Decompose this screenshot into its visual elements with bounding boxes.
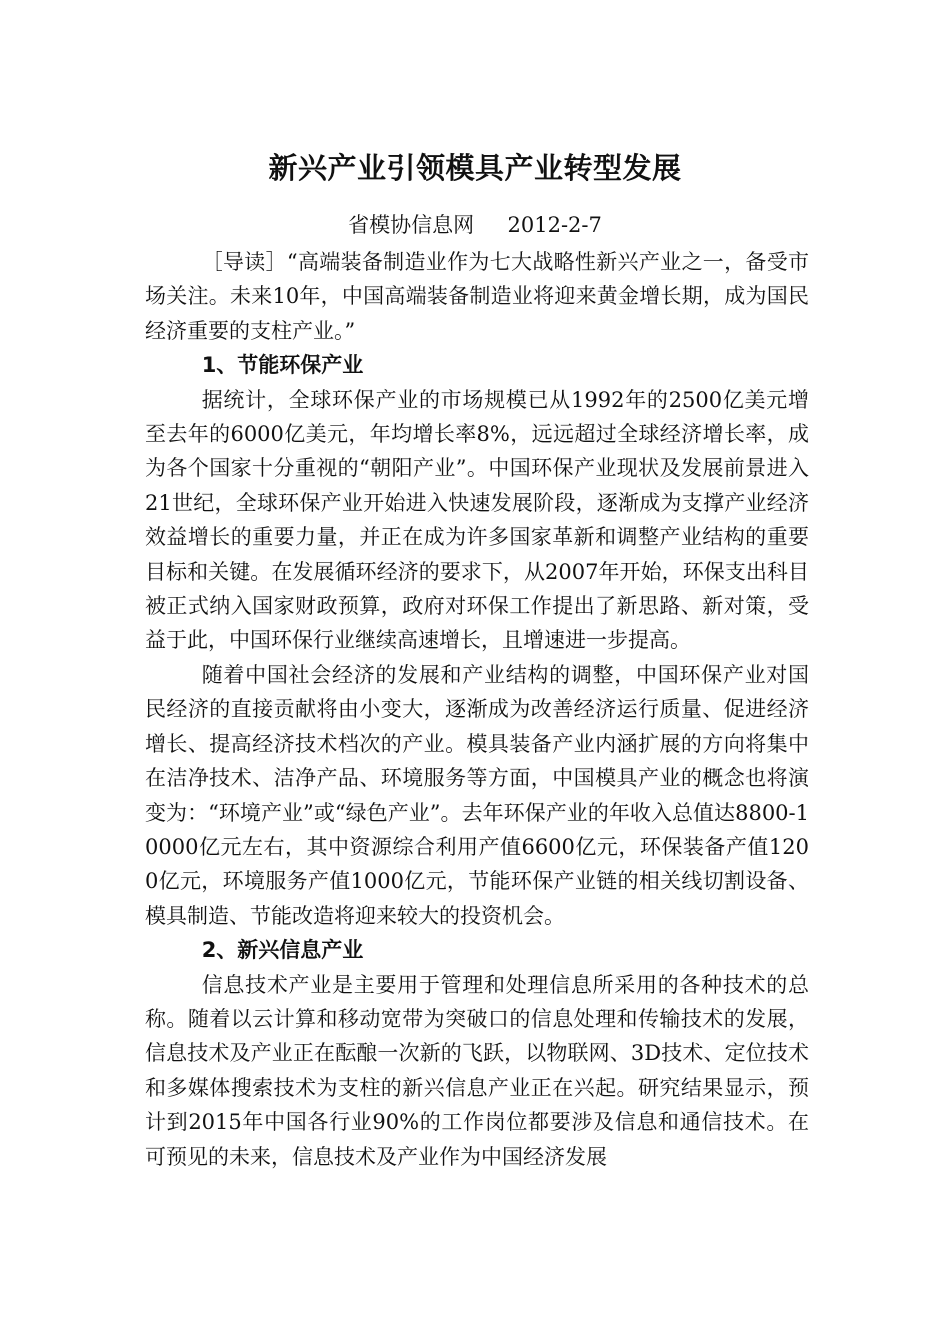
paragraph-info-1: 信息技术产业是主要用于管理和处理信息所采用的各种技术的总称。随着以云计算和移动宽带为突破口的信息处理和传输技术的发展，信息技术及产业正在酝酿一次新的飞跃，以物联网、3D技术、定位技术和多媒体搜索技术为支柱的新兴信息产业正在兴起。研究结果显示，预计到2015年中国各行业90%的工作岗位都要涉及信息和通信技术。在可预见的未来，信息技术及产业作为中国经济发展	[145, 972, 809, 1169]
paragraph-energy-1: 据统计，全球环保产业的市场规模已从1992年的2500亿美元增至去年的6000亿美元，年均增长率8%，远远超过全球经济增长率，成为各个国家十分重视的“朝阳产业”。中国环保产业现状及发展前景进入21世纪，全球环保产业开始进入快速发展阶段，逐渐成为支撑产业经济效益增长的重要力量，并正在成为许多国家革新和调整产业结构的重要目标和关键。在发展循环经济的要求下，从2007年开始，环保支出科目被正式纳入国家财政预算，政府对环保工作提出了新思路、新对策，受益于此，中国环保行业继续高速增长，且增速进一步提高。	[145, 387, 809, 653]
section-heading-energy: 1、节能环保产业	[201, 353, 364, 378]
byline	[0, 208, 950, 242]
source-label: 省模协信息网	[348, 213, 475, 237]
paragraph-energy-2: 随着中国社会经济的发展和产业结构的调整，中国环保产业对国民经济的直接贡献将由小变大，逐渐成为改善经济运行质量、促进经济增长、提高经济技术档次的产业。模具装备产业内涵扩展的方向将集中在洁净技术、洁净产品、环境服务等方面，中国模具产业的概念也将演变为：“环境产业”或“绿色产业”。去年环保产业的年收入总值达8800-10000亿元左右，其中资源综合利用产值6600亿元，环保装备产值1200亿元，环境服务产值1000亿元，节能环保产业链的相关线切割设备、模具制造、节能改造将迎来较大的投资机会。	[145, 662, 809, 928]
date-label: 2012-2-7	[507, 213, 602, 237]
page-title: 新兴产业引领模具产业转型发展	[268, 151, 682, 185]
section-heading-info: 2、新兴信息产业	[201, 938, 364, 963]
article-body	[145, 245, 809, 1174]
lead-paragraph: ［导读］“高端装备制造业作为七大战略性新兴产业之一，备受市场关注。未来10年，中国高端装备制造业将迎来黄金增长期，成为国民经济重要的支柱产业。”	[145, 250, 809, 343]
